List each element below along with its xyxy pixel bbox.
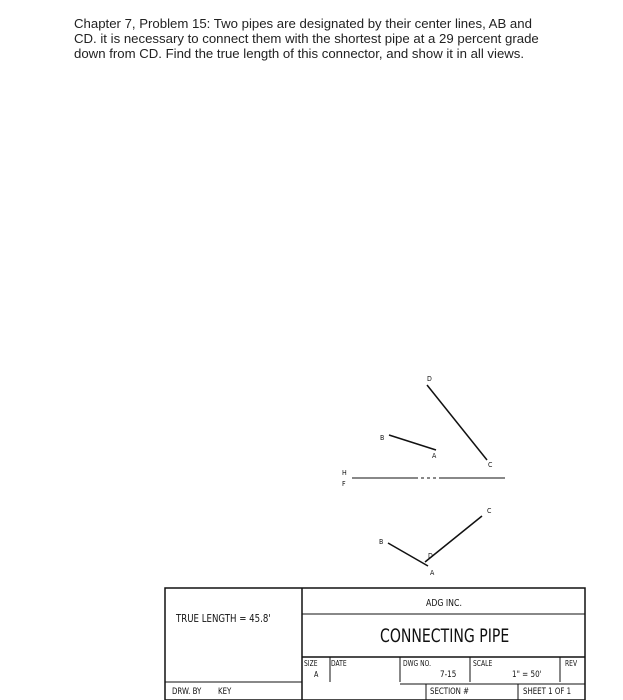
- fold-label-h: H: [342, 469, 347, 477]
- size-label: SIZE: [304, 659, 318, 668]
- dwg-no-label: DWG NO.: [403, 659, 431, 668]
- label-a-front: A: [430, 569, 435, 577]
- line-cd-top-view: [427, 385, 487, 460]
- label-a-top: A: [432, 452, 437, 460]
- drawing-title: CONNECTING PIPE: [380, 625, 510, 647]
- drawn-by-value: KEY: [218, 687, 232, 697]
- problem-statement: Chapter 7, Problem 15: Two pipes are designated by their center lines, AB and CD. it is necessary to connect them with the shortest pipe at a 29 percent grade down from CD. Find the true length of this connector, and show it in all views.: [74, 16, 539, 61]
- label-c-top: C: [488, 461, 493, 469]
- drawn-by-label: DRW. BY: [172, 687, 202, 697]
- label-d-front: D: [428, 552, 433, 560]
- label-c-front: C: [487, 507, 492, 515]
- title-block: [165, 588, 585, 700]
- true-length-label: TRUE LENGTH = 45.8': [176, 613, 271, 625]
- size-value: A: [314, 670, 319, 679]
- line-ab-top-view: [389, 435, 436, 450]
- line-ab-front-view: [388, 543, 428, 566]
- company-name: ADG INC.: [426, 598, 462, 609]
- scale-value: 1" = 50': [512, 670, 542, 680]
- section-label: SECTION #: [430, 687, 470, 697]
- label-b-top: B: [380, 434, 385, 442]
- label-d-top: D: [427, 375, 432, 383]
- scale-label: SCALE: [473, 659, 493, 668]
- sheet-label: SHEET 1 OF 1: [523, 687, 572, 697]
- fold-label-f: F: [342, 480, 346, 488]
- dwg-no-value: 7-15: [440, 670, 457, 680]
- date-label: DATE: [331, 659, 347, 668]
- label-b-front: B: [379, 538, 384, 546]
- rev-label: REV: [565, 659, 578, 668]
- line-cd-front-view: [425, 516, 482, 562]
